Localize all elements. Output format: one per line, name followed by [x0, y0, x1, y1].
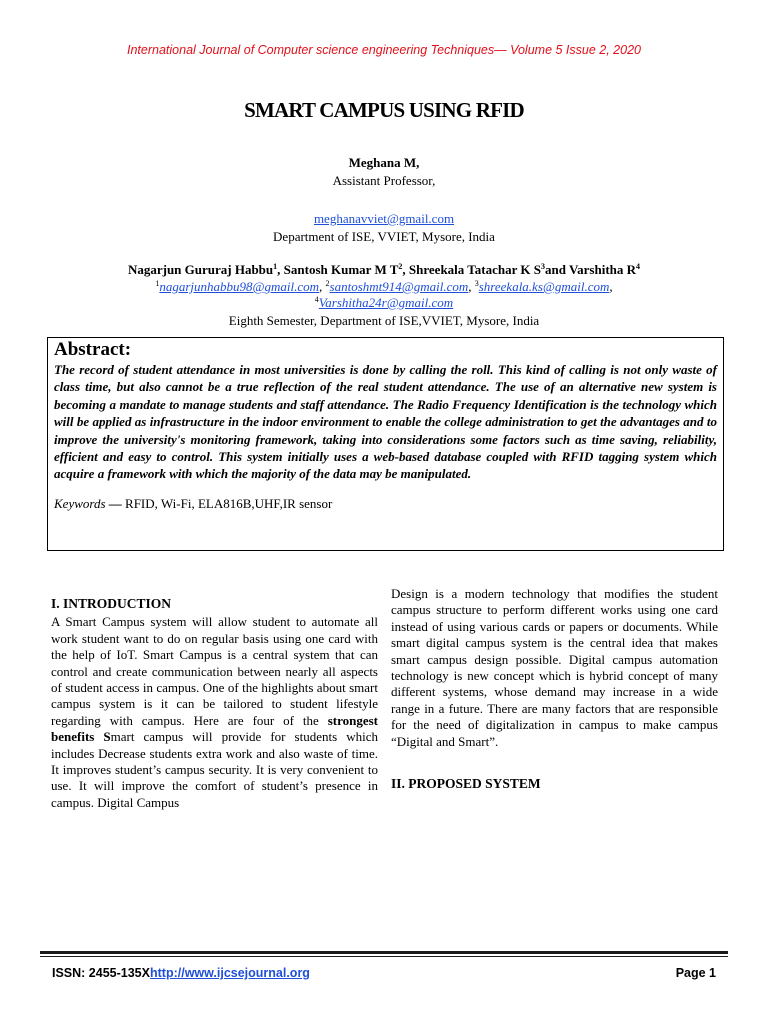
page-number: Page 1: [675, 966, 716, 980]
email-shreekala[interactable]: shreekala.ks@gmail.com: [478, 279, 610, 294]
footer-issn: ISSN: 2455-135Xhttp://www.ijcsejournal.org: [52, 966, 310, 980]
author-emails-line2: $^4$Varshitha24r@gmail.com: [314, 295, 454, 310]
journal-url-link[interactable]: http://www.ijcsejournal.org: [149, 966, 310, 980]
introduction-section: [51, 596, 378, 811]
right-column: [391, 586, 718, 794]
author1-role: Assistant Professor,: [332, 173, 436, 188]
authors-dept: Eighth Semester, Department of ISE,VVIET, Mysore, India: [228, 313, 540, 328]
author1-dept: Department of ISE, VVIET, Mysore, India: [273, 229, 495, 244]
right-column-text: Design is a modern technology that modifies the student campus structure to perform different works using one card instead of using various cards or papers or documents. While smart digital campus system is the central idea that makes smart campus design possible. Digital campus automation technology is new concept which is hybrid concept of many different systems, whose demand may increase in a wide range in a future. There are many factors that are responsible for the need of digitalization in campus to make campus “Digital and Smart”.: [391, 586, 718, 749]
proposed-system-heading: II. PROPOSED SYSTEM: [391, 776, 541, 792]
keywords: Keywords — RFID, Wi-Fi, ELA816B,UHF,IR sensor: [54, 495, 333, 511]
journal-header: International Journal of Computer science engineering Techniques— Volume 5 Issue 2, 2020: [127, 43, 641, 57]
footer-rule: [40, 951, 728, 954]
abstract-box: [47, 337, 724, 551]
abstract-text: The record of student attendance in most universities is done by calling the roll. This kind of calling is not only waste of class time, but also cannot be a true reflection of the real student attendance. The use of an alternative new system is becoming a mandate to manage students and staff attendance. The Radio Frequency Identification is the technology which will be applied as infrastructure in the indoor environment to enable the college administration to get the advantages and to improve the university's monitoring framework, taking into considerations some factors such as time saving, reliability, efficient and easy to control. This system initially uses a web-based database coupled with RFID tagging system which acquire a framework with which the majority of the data may be manipulated.: [54, 362, 717, 482]
footer-rule-thin: [40, 956, 728, 957]
author-emails-line1: $^1$nagarjunhabbu98@gmail.com, $^2$santoshmt914@gmail.com, $^3$shreekala.ks@gmail.com,: [155, 279, 613, 294]
author1-name: Meghana M,: [348, 155, 420, 170]
introduction-heading: I. INTRODUCTION: [51, 596, 172, 611]
email-santosh[interactable]: santoshmt914@gmail.com: [329, 279, 469, 294]
email-nagarjun[interactable]: nagarjunhabbu98@gmail.com: [159, 279, 320, 294]
authors-line: Nagarjun Gururaj Habbu$^1$, Santosh Kumar M $T^2$, Shreekala Tatachar K $S^3and$ Varshitha $R^4$: [127, 262, 641, 277]
paper-title: SMART CAMPUS USING RFID: [244, 98, 524, 122]
email-varshitha[interactable]: Varshitha24r@gmail.com: [318, 295, 454, 310]
abstract-heading: Abstract:: [54, 339, 132, 360]
introduction-text: A Smart Campus system will allow student to automate all work student want to do on regular basis using one card with the help of IoT. Smart Campus is a central system that can control and create communication between nearly all aspects of student access in campus. One of the highlights about smart campus system is it can be tailored to student lifestyle regarding with campus. Here are four of the strongest benefits Smart campus will provide for students which includes Decrease students extra work and also waste of time. It improves student’s campus security. It is very convenient to use. It will improve the comfort of student’s presence in campus. Digital Campus: [51, 614, 378, 810]
author1-email[interactable]: meghanavviet@gmail.com: [313, 211, 455, 226]
